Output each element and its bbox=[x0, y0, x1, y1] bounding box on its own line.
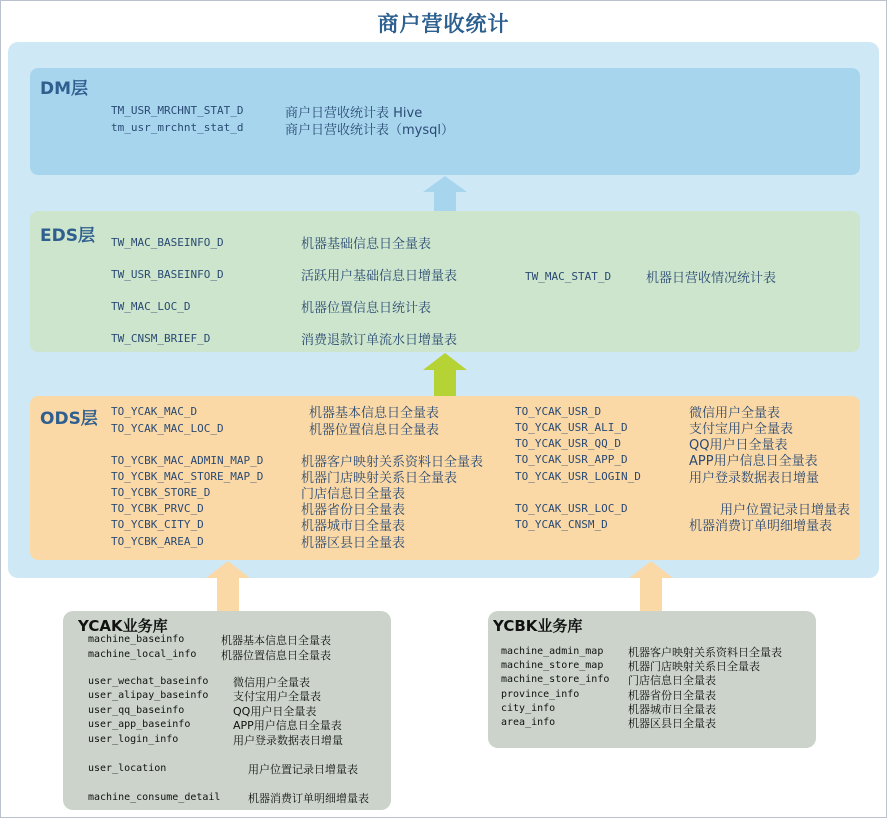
ycak-table-desc: 支付宝用户全量表 bbox=[233, 690, 321, 703]
ods-table-desc: 用户位置记录日增量表 bbox=[720, 503, 851, 518]
ycak-table-desc: 机器消费订单明细增量表 bbox=[248, 792, 369, 805]
eds-table-code: TW_CNSM_BRIEF_D bbox=[111, 332, 211, 345]
ods-table-code: TO_YCAK_MAC_LOC_D bbox=[111, 422, 224, 435]
ods-table-code: TO_YCBK_MAC_ADMIN_MAP_D bbox=[111, 454, 264, 467]
ycbk-table-code: machine_store_info bbox=[501, 674, 610, 685]
ods-table-desc: 机器基本信息日全量表 bbox=[309, 406, 440, 421]
ycak-table-code: user_qq_baseinfo bbox=[88, 705, 185, 716]
dm-table-desc: 商户日营收统计表（mysql） bbox=[285, 123, 454, 138]
ycak-table-code: machine_baseinfo bbox=[88, 634, 185, 645]
ycak-table-code: user_app_baseinfo bbox=[88, 719, 191, 730]
ycak-table-desc: 机器位置信息日全量表 bbox=[221, 649, 331, 662]
ods-table-code: TO_YCAK_USR_QQ_D bbox=[515, 437, 621, 450]
ods-table-code: TO_YCAK_USR_LOGIN_D bbox=[515, 470, 641, 483]
ods-table-desc: 机器客户映射关系资料日全量表 bbox=[301, 455, 484, 470]
ods-table-code: TO_YCBK_STORE_D bbox=[111, 486, 211, 499]
ods-table-desc: 机器城市日全量表 bbox=[301, 519, 406, 534]
ods-table-desc: 机器省份日全量表 bbox=[301, 503, 406, 518]
ods-table-desc: 机器门店映射关系日全量表 bbox=[301, 471, 458, 486]
ycbk-table-code: machine_admin_map bbox=[501, 646, 604, 657]
dm-table-desc: 商户日营收统计表 Hive bbox=[285, 106, 423, 121]
ods-table-desc: 支付宝用户全量表 bbox=[689, 422, 794, 437]
eds-table-desc: 机器基础信息日全量表 bbox=[301, 237, 432, 252]
ycak-table-desc: 用户登录数据表日增量 bbox=[233, 734, 343, 747]
eds-table-code: TW_MAC_BASEINFO_D bbox=[111, 236, 224, 249]
ods-table-desc: APP用户信息日全量表 bbox=[689, 454, 818, 469]
arrow-ycak-to-ods bbox=[205, 560, 251, 612]
ycak-source-title: YCAK业务库 bbox=[78, 617, 168, 635]
ods-table-desc: 机器消费订单明细增量表 bbox=[689, 519, 833, 534]
ods-table-code: TO_YCBK_PRVC_D bbox=[111, 502, 204, 515]
ods-table-code: TO_YCBK_CITY_D bbox=[111, 518, 204, 531]
ods-table-desc: 机器位置信息日全量表 bbox=[309, 423, 440, 438]
dm-table-code: tm_usr_mrchnt_stat_d bbox=[111, 121, 244, 134]
ycak-table-code: user_alipay_baseinfo bbox=[88, 690, 209, 701]
ods-table-desc: 微信用户全量表 bbox=[689, 406, 781, 421]
ods-layer-title: ODS层 bbox=[40, 409, 98, 429]
ycak-table-desc: 机器基本信息日全量表 bbox=[221, 634, 331, 647]
ods-table-code: TO_YCAK_USR_APP_D bbox=[515, 453, 628, 466]
arrow-ods-to-eds bbox=[422, 352, 468, 397]
ycbk-table-desc: 门店信息日全量表 bbox=[628, 674, 716, 687]
ods-table-code: TO_YCAK_MAC_D bbox=[111, 405, 198, 418]
ycbk-source-title: YCBK业务库 bbox=[493, 617, 583, 635]
eds-stat-code: TW_MAC_STAT_D bbox=[525, 270, 612, 283]
ycbk-table-desc: 机器省份日全量表 bbox=[628, 689, 716, 702]
ycak-table-code: user_location bbox=[88, 763, 167, 774]
ods-table-code: TO_YCAK_USR_ALI_D bbox=[515, 421, 628, 434]
eds-table-code: TW_MAC_LOC_D bbox=[111, 300, 191, 313]
ycbk-table-desc: 机器城市日全量表 bbox=[628, 703, 716, 716]
ods-table-code: TO_YCAK_USR_LOC_D bbox=[515, 502, 628, 515]
eds-table-code: TW_USR_BASEINFO_D bbox=[111, 268, 224, 281]
ycbk-table-desc: 机器客户映射关系资料日全量表 bbox=[628, 646, 782, 659]
ycbk-table-code: city_info bbox=[501, 703, 556, 714]
ycak-table-desc: 微信用户全量表 bbox=[233, 676, 310, 689]
ods-table-desc: QQ用户日全量表 bbox=[689, 438, 788, 453]
ycak-table-desc: QQ用户日全量表 bbox=[233, 705, 317, 718]
ycbk-table-code: machine_store_map bbox=[501, 660, 604, 671]
ods-table-desc: 机器区县日全量表 bbox=[301, 536, 406, 551]
eds-stat-desc: 机器日营收情况统计表 bbox=[646, 271, 777, 286]
ycbk-table-code: province_info bbox=[501, 689, 580, 700]
arrow-eds-to-dm bbox=[422, 175, 468, 212]
ods-table-code: TO_YCBK_AREA_D bbox=[111, 535, 204, 548]
ycbk-table-desc: 机器区县日全量表 bbox=[628, 717, 716, 730]
ycak-table-code: user_wechat_baseinfo bbox=[88, 676, 209, 687]
eds-table-desc: 消费退款订单流水日增量表 bbox=[301, 333, 458, 348]
eds-layer-title: EDS层 bbox=[40, 226, 95, 246]
dm-table-code: TM_USR_MRCHNT_STAT_D bbox=[111, 104, 244, 117]
ycak-table-desc: APP用户信息日全量表 bbox=[233, 719, 342, 732]
diagram-title: 商户营收统计 bbox=[377, 12, 510, 36]
dm-layer-title: DM层 bbox=[40, 79, 89, 99]
ycak-table-code: machine_consume_detail bbox=[88, 792, 221, 803]
ods-table-code: TO_YCAK_USR_D bbox=[515, 405, 602, 418]
ycak-table-desc: 用户位置记录日增量表 bbox=[248, 763, 358, 776]
eds-table-desc: 机器位置信息日统计表 bbox=[301, 301, 432, 316]
ods-table-code: TO_YCBK_MAC_STORE_MAP_D bbox=[111, 470, 264, 483]
ycbk-table-code: area_info bbox=[501, 717, 556, 728]
arrow-ycbk-to-ods bbox=[628, 560, 674, 612]
ycak-table-code: user_login_info bbox=[88, 734, 179, 745]
ycbk-table-desc: 机器门店映射关系日全量表 bbox=[628, 660, 760, 673]
eds-table-desc: 活跃用户基础信息日增量表 bbox=[301, 269, 458, 284]
ods-table-desc: 用户登录数据表日增量 bbox=[689, 471, 820, 486]
ods-table-code: TO_YCAK_CNSM_D bbox=[515, 518, 608, 531]
ycak-table-code: machine_local_info bbox=[88, 649, 197, 660]
ods-table-desc: 门店信息日全量表 bbox=[301, 487, 406, 502]
